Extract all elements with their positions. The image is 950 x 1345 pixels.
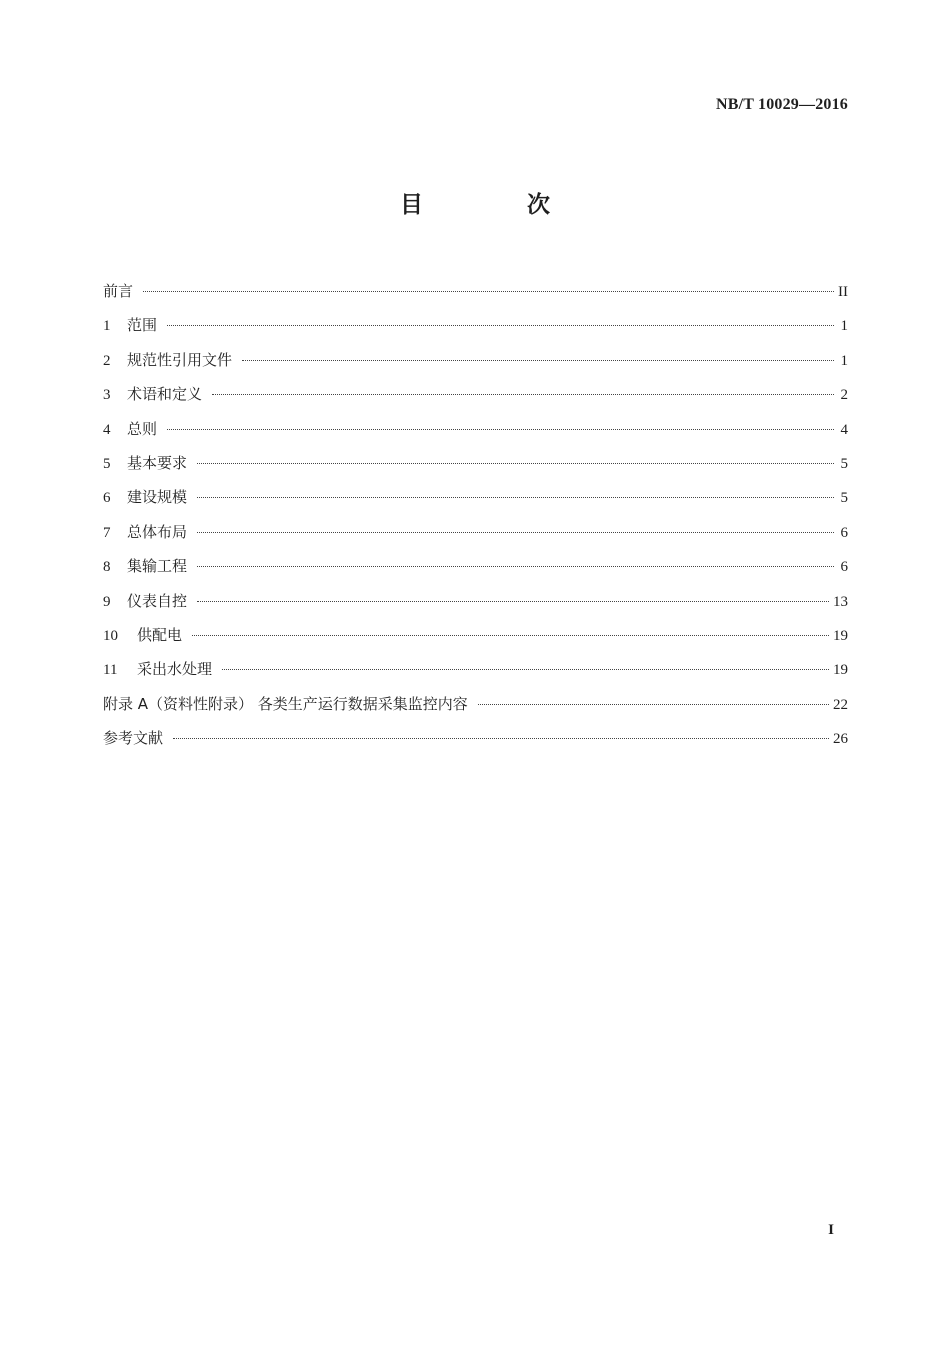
toc-entry-label: 范围 [127, 316, 158, 335]
toc-leader-dots [242, 359, 834, 361]
toc-entry-number: 10 [103, 627, 118, 644]
toc-entry-page: 1 [840, 318, 848, 335]
toc-leader-dots [167, 324, 834, 326]
toc-entry-number: 9 [103, 593, 111, 610]
toc-entry-5[interactable] [103, 446, 848, 480]
toc-entry-page: 2 [840, 387, 848, 404]
toc-entry-page: 4 [840, 421, 848, 438]
toc-entry-preface[interactable] [103, 274, 848, 308]
toc-entry-2[interactable] [103, 343, 848, 377]
toc-entry-number: 7 [103, 524, 111, 541]
toc-entry-page: II [838, 284, 848, 300]
toc-entry-appendix-a[interactable] [103, 687, 848, 721]
toc-entry-label: 建设规模 [127, 488, 188, 507]
toc-entry-page: 19 [833, 627, 848, 644]
toc-entry-7[interactable] [103, 515, 848, 549]
toc-leader-dots [222, 668, 829, 670]
toc-leader-dots [197, 565, 834, 567]
toc-entry-label: 供配电 [137, 625, 183, 644]
toc-leader-dots [197, 600, 829, 602]
toc-leader-dots [192, 634, 829, 636]
toc-title: 目 次 [399, 192, 598, 218]
toc-entry-9[interactable] [103, 584, 848, 618]
toc-leader-dots [197, 496, 834, 498]
page-number: I [828, 1222, 834, 1238]
toc-entry-number: 11 [103, 662, 118, 679]
toc-entry-page: 5 [840, 455, 848, 472]
toc-entry-page: 6 [840, 524, 848, 541]
toc-entry-number: 8 [103, 559, 111, 576]
toc-entry-6[interactable] [103, 480, 848, 514]
toc-entry-number: 4 [103, 421, 111, 438]
toc-entry-page: 6 [840, 559, 848, 576]
toc-entry-label: 仪表自控 [127, 591, 188, 610]
toc-entry-1[interactable] [103, 308, 848, 342]
toc-entry-label: 附录 A（资料性附录） 各类生产运行数据采集监控内容 [103, 694, 468, 713]
toc-entry-label: 规范性引用文件 [127, 350, 233, 369]
toc-entry-8[interactable] [103, 549, 848, 583]
toc-entry-4[interactable] [103, 412, 848, 446]
toc-entry-number: 6 [103, 490, 111, 507]
toc-entry-label: 基本要求 [127, 453, 188, 472]
toc-entry-number: 1 [103, 318, 111, 335]
toc-entry-label: 总体布局 [127, 522, 188, 541]
toc-entry-number: 5 [103, 455, 111, 472]
toc-entry-page: 22 [833, 696, 848, 713]
toc-entry-label: 集输工程 [127, 557, 188, 576]
toc-entry-3[interactable] [103, 377, 848, 411]
standard-code: NB/T 10029—2016 [715, 96, 848, 113]
toc-entry-page: 26 [833, 731, 848, 748]
toc-entry-label: 采出水处理 [137, 660, 213, 679]
toc-entry-references[interactable] [103, 721, 848, 755]
toc-leader-dots [212, 393, 834, 395]
toc-entry-label: 术语和定义 [127, 385, 203, 404]
toc-leader-dots [478, 703, 829, 705]
toc-entry-11[interactable] [103, 652, 848, 686]
toc-entry-10[interactable] [103, 618, 848, 652]
toc-leader-dots [197, 531, 834, 533]
toc-entry-number: 3 [103, 387, 111, 404]
toc-entry-label: 前言 [103, 282, 134, 300]
toc-entry-label: 总则 [127, 419, 158, 438]
toc-entry-page: 5 [840, 490, 848, 507]
toc-entry-page: 1 [840, 352, 848, 369]
toc-leader-dots [167, 428, 834, 430]
toc-entry-page: 13 [833, 593, 848, 610]
toc-leader-dots [197, 462, 834, 464]
toc-entry-number: 2 [103, 352, 111, 369]
toc-entry-label: 参考文献 [103, 729, 164, 748]
toc-leader-dots [173, 737, 829, 739]
table-of-contents [103, 274, 848, 755]
toc-leader-dots [143, 290, 834, 292]
toc-entry-page: 19 [833, 662, 848, 679]
